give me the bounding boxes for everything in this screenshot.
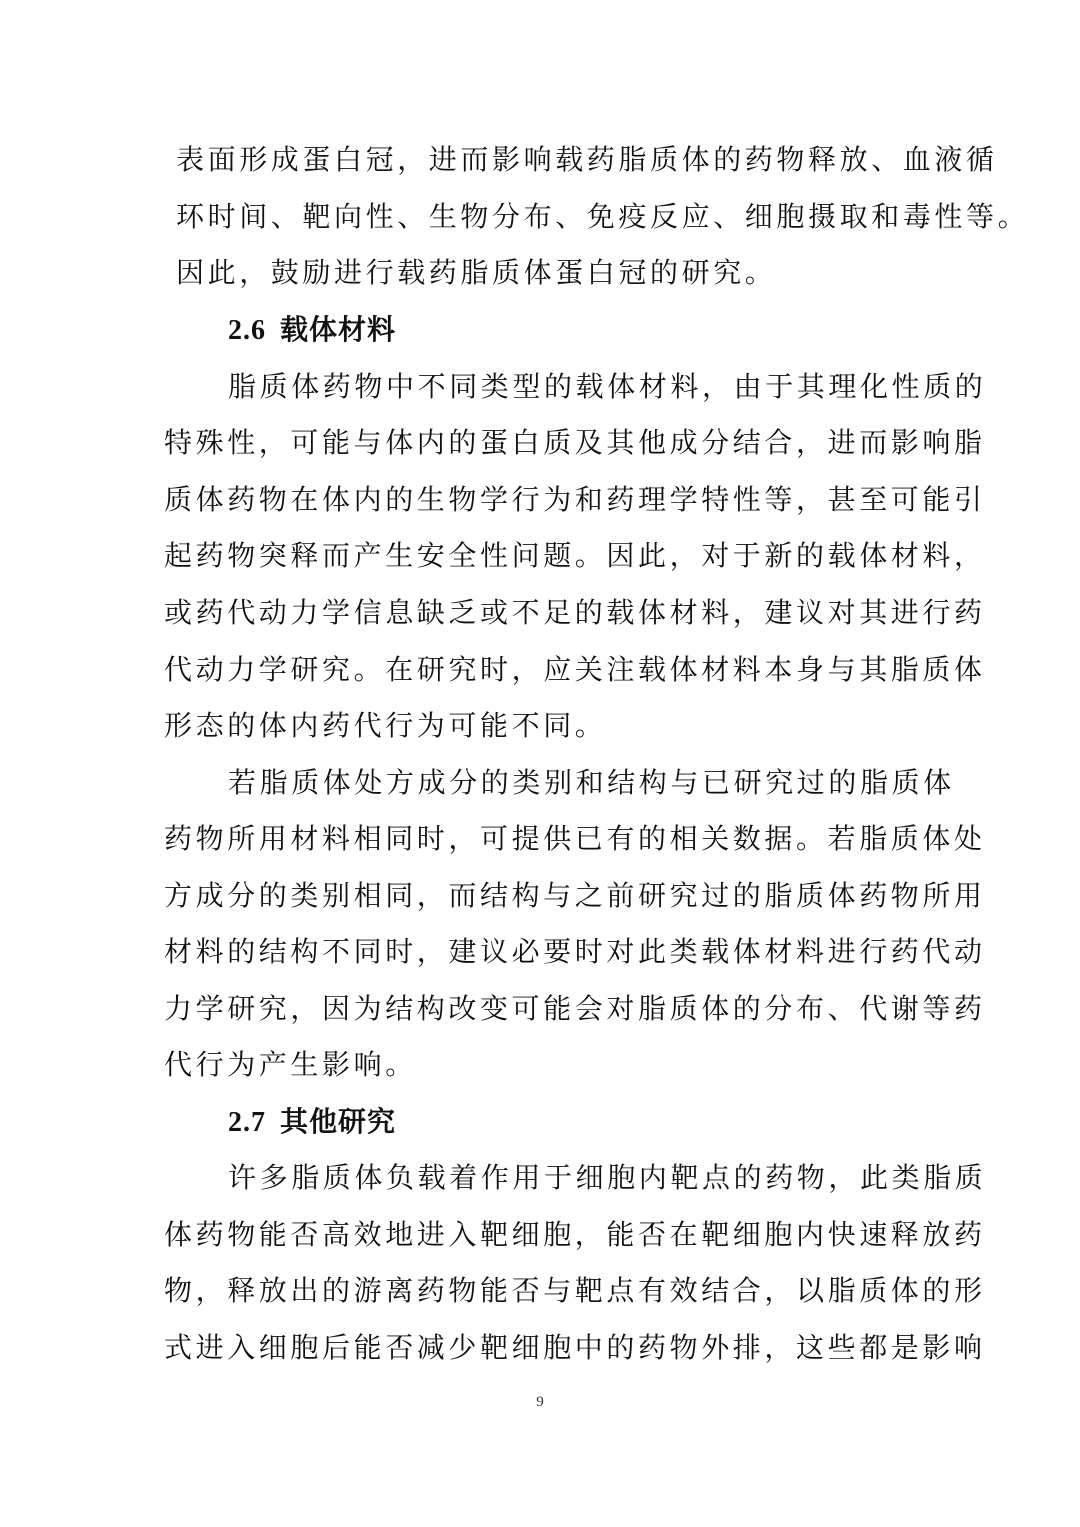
text-line: 代行为产生影响。 [164, 1048, 417, 1081]
text-line: 形态的体内药代行为可能不同。 [164, 709, 607, 742]
page-number: 9 [536, 1394, 544, 1410]
section-heading-2-6 [228, 312, 396, 349]
text-line: 物，释放出的游离药物能否与靶点有效结合，以脂质体的形 [164, 1274, 986, 1307]
text-line: 代动力学研究。在研究时，应关注载体材料本身与其脂质体 [164, 653, 986, 686]
section-heading-2-7 [228, 1104, 396, 1141]
text-line: 许多脂质体负载着作用于细胞内靶点的药物，此类脂质 [228, 1161, 987, 1194]
text-line: 体药物能否高效地进入靶细胞，能否在靶细胞内快速释放药 [164, 1218, 986, 1251]
text-line: 质体药物在体内的生物学行为和药理学特性等，甚至可能引 [164, 483, 986, 516]
text-line: 药物所用材料相同时，可提供已有的相关数据。若脂质体处 [164, 822, 986, 855]
text-line: 力学研究，因为结构改变可能会对脂质体的分布、代谢等药 [164, 992, 986, 1025]
text-line: 特殊性，可能与体内的蛋白质及其他成分结合，进而影响脂 [164, 426, 986, 459]
text-line: 材料的结构不同时，建议必要时对此类载体材料进行药代动 [164, 935, 986, 968]
text-line: 表面形成蛋白冠，进而影响载药脂质体的药物释放、血液循 [176, 143, 998, 176]
section-title: 其他研究 [280, 1105, 397, 1138]
section-title: 载体材料 [280, 313, 397, 346]
text-line: 因此，鼓励进行载药脂质体蛋白冠的研究。 [176, 256, 777, 289]
text-line: 起药物突释而产生安全性问题。因此，对于新的载体材料， [164, 539, 986, 572]
text-line: 式进入细胞后能否减少靶细胞中的药物外排，这些都是影响 [164, 1331, 986, 1364]
text-line: 若脂质体处方成分的类别和结构与已研究过的脂质体 [228, 766, 955, 799]
section-number: 2.7 [228, 1107, 266, 1138]
text-line: 方成分的类别相同，而结构与之前研究过的脂质体药物所用 [164, 879, 986, 912]
section-number: 2.6 [228, 315, 266, 346]
text-line: 环时间、靶向性、生物分布、免疫反应、细胞摄取和毒性等。 [176, 200, 1030, 233]
text-line: 或药代动力学信息缺乏或不足的载体材料，建议对其进行药 [164, 596, 986, 629]
text-line: 脂质体药物中不同类型的载体材料，由于其理化性质的 [228, 370, 987, 403]
